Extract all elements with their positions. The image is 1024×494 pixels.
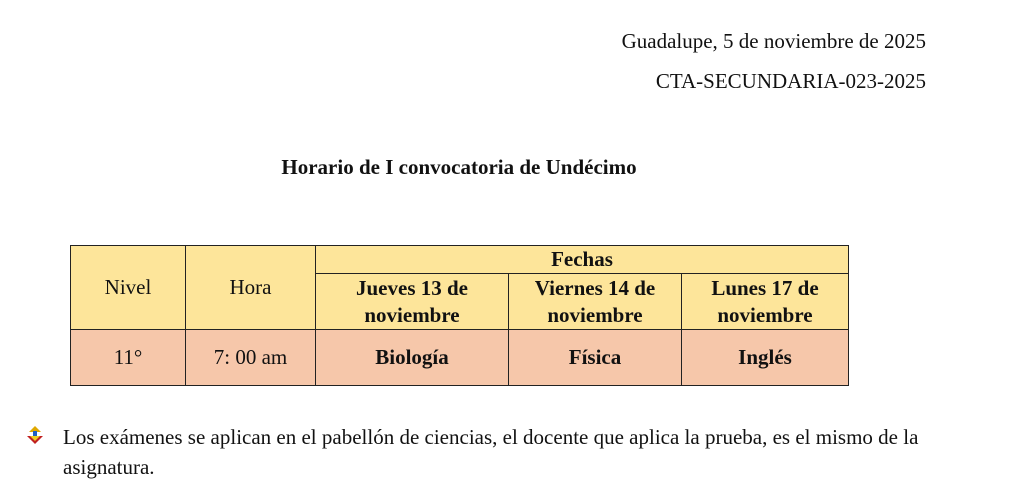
cell-subject: Física [509,330,682,386]
column-group-dates: Fechas [316,246,849,274]
column-header-time: Hora [186,246,316,330]
column-header-date: Lunes 17 de noviembre [682,274,849,330]
column-header-date: Jueves 13 de noviembre [316,274,509,330]
cell-subject: Inglés [682,330,849,386]
cell-time: 7: 00 am [186,330,316,386]
cell-level: 11° [71,330,186,386]
column-header-level: Nivel [71,246,186,330]
schedule-table [70,245,849,386]
cell-subject: Biología [316,330,509,386]
table-row [71,330,849,386]
column-header-date: Viernes 14 de noviembre [509,274,682,330]
place-date: Guadalupe, 5 de noviembre de 2025 [621,29,926,53]
reference-code: CTA-SECUNDARIA-023-2025 [655,69,926,93]
document-title: Horario de I convocatoria de Undécimo [281,155,637,179]
arrow-bullet-icon [26,426,44,444]
note-text: Los exámenes se aplican en el pabellón de ciencias, el docente que aplica la prueba, es el mismo de la asignatura. [63,425,919,479]
note [26,422,946,482]
